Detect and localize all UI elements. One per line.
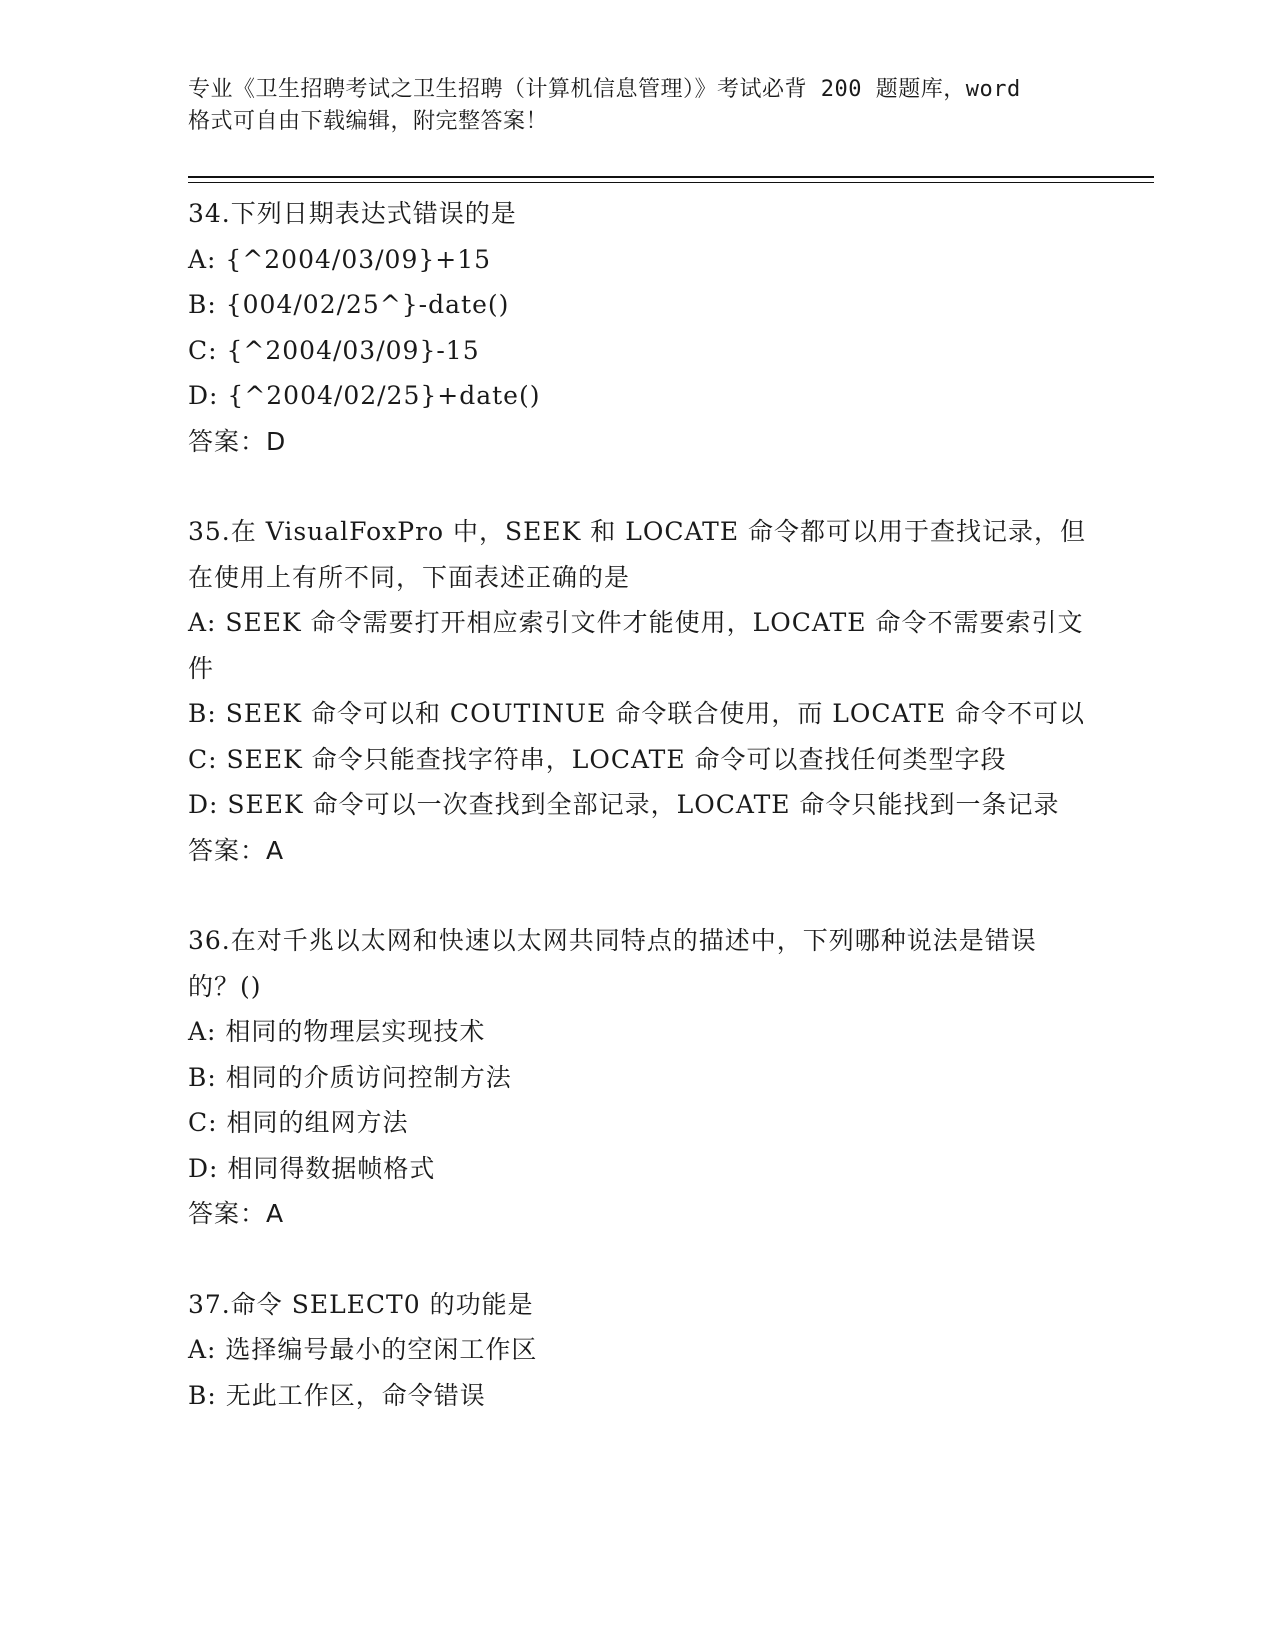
document-header <box>188 74 1088 138</box>
option-a: A: SEEK 命令需要打开相应索引文件才能使用，LOCATE 命令不需要索引文件 <box>188 608 1084 683</box>
option-b: B: {004/02/25^}-date() <box>188 290 510 319</box>
question-stem: 34.下列日期表达式错误的是 <box>188 199 517 228</box>
question-34 <box>188 191 1088 464</box>
option-c: C: {^2004/03/09}-15 <box>188 335 480 365</box>
option-a: A: {^2004/03/09}+15 <box>188 244 492 274</box>
answer-line: 答案：A <box>188 835 285 865</box>
option-d: D: {^2004/02/25}+date() <box>188 381 541 410</box>
question-stem: 35.在 VisualFoxPro 中，SEEK 和 LOCATE 命令都可以用于查找记录，但在使用上有所不同，下面表述正确的是 <box>188 517 1087 592</box>
option-b: B: 相同的介质访问控制方法 <box>188 1062 512 1092</box>
option-b: B: 无此工作区，命令错误 <box>188 1380 486 1410</box>
header-line-1: 专业《卫生招聘考试之卫生招聘（计算机信息管理）》考试必背 200 题题库，word <box>188 77 1021 102</box>
option-c: C: SEEK 命令只能查找字符串，LOCATE 命令可以查找任何类型字段 <box>188 744 1007 774</box>
question-36 <box>188 918 1088 1237</box>
option-a: A: 相同的物理层实现技术 <box>188 1017 486 1046</box>
header-divider-thick <box>188 176 1154 178</box>
question-list <box>188 191 1088 1418</box>
option-c: C: 相同的组网方法 <box>188 1108 409 1137</box>
answer-line: 答案：A <box>188 1199 285 1228</box>
question-35 <box>188 509 1088 873</box>
answer-line: 答案：D <box>188 426 287 456</box>
header-line-2: 格式可自由下载编辑，附完整答案！ <box>188 109 549 134</box>
option-d: D: SEEK 命令可以一次查找到全部记录，LOCATE 命令只能找到一条记录 <box>188 790 1060 819</box>
option-a: A: 选择编号最小的空闲工作区 <box>188 1335 538 1364</box>
question-37 <box>188 1282 1088 1419</box>
option-b: B: SEEK 命令可以和 COUTINUE 命令联合使用，而 LOCATE 命令不可以 <box>188 699 1086 728</box>
question-stem: 36.在对千兆以太网和快速以太网共同特点的描述中，下列哪种说法是错误的？() <box>188 926 1037 1001</box>
question-stem: 37.命令 SELECT0 的功能是 <box>188 1289 534 1319</box>
option-d: D: 相同得数据帧格式 <box>188 1153 436 1183</box>
header-divider-thin <box>188 182 1154 183</box>
